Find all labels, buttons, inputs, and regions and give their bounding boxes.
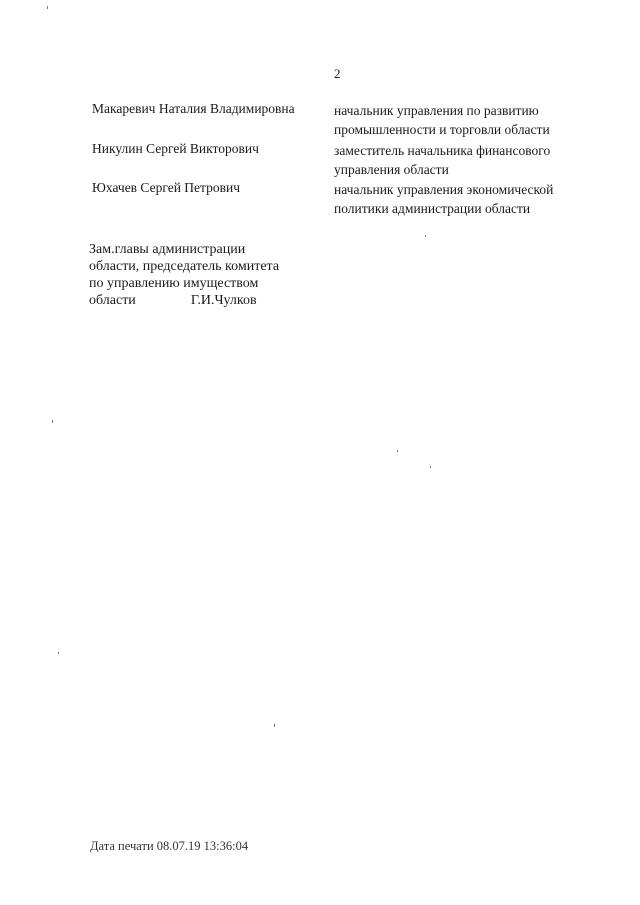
page-number: 2 (334, 66, 341, 81)
member-name: Никулин Сергей Викторович (92, 141, 259, 156)
signer-name: Г.И.Чулков (190, 293, 257, 308)
member-row (92, 141, 612, 183)
member-position (334, 141, 610, 179)
member-name: Юхачев Сергей Петрович (92, 180, 240, 195)
scan-speck (58, 652, 59, 654)
member-row (92, 180, 612, 222)
signature-title-line: Зам.главы администрации (89, 242, 246, 257)
member-position-line: начальник управления по развитию (334, 103, 539, 118)
scan-speck (397, 450, 398, 452)
signature-title-line: области, председатель комитета (89, 259, 280, 274)
member-name: Макаревич Наталия Владимировна (92, 101, 295, 116)
member-position-line: заместитель начальника финансового (334, 143, 551, 158)
signature-block (89, 241, 319, 309)
scan-speck (430, 466, 431, 468)
signature-title-line: по управлению имуществом (89, 276, 259, 291)
print-date: Дата печати 08.07.19 13:36:04 (90, 839, 249, 853)
member-position-line: политики администрации области (334, 201, 531, 216)
member-row (92, 101, 612, 143)
member-position-line: промышленности и торговли области (334, 122, 550, 137)
member-position-line: начальник управления экономической (334, 182, 554, 197)
member-position (334, 180, 610, 218)
signature-title-line: области (89, 293, 136, 308)
scan-speck (47, 6, 48, 9)
member-position-line: управления области (334, 162, 449, 177)
member-position (334, 101, 610, 139)
scan-speck (274, 724, 275, 727)
scan-speck (425, 235, 426, 237)
scan-speck (52, 420, 53, 423)
signature-last-line (89, 292, 319, 309)
